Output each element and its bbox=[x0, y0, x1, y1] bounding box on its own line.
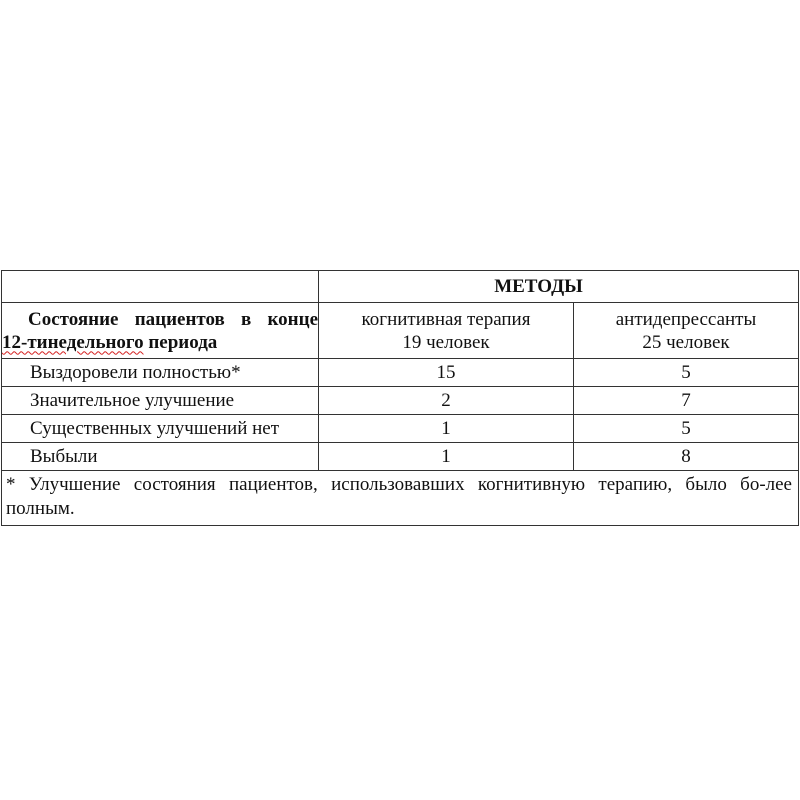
state-label-wavy-word: 12-тинедельного bbox=[2, 331, 144, 353]
cell-antidepressants: 7 bbox=[574, 387, 799, 415]
column-name: когнитивная терапия bbox=[361, 308, 531, 330]
cell-antidepressants: 5 bbox=[574, 415, 799, 443]
header-empty-cell bbox=[2, 271, 319, 303]
header-row-columns bbox=[2, 303, 799, 359]
column-header-cognitive bbox=[319, 303, 574, 359]
results-table bbox=[1, 270, 799, 526]
row-label: Выбыли bbox=[2, 443, 319, 471]
table-row bbox=[2, 415, 799, 443]
column-count: 19 человек bbox=[402, 331, 490, 353]
header-row-methods bbox=[2, 271, 799, 303]
footnote: * Улучшение состояния пациентов, использовавших когнитивную терапию, было бо-лее полным. bbox=[2, 471, 799, 526]
row-label: Существенных улучшений нет bbox=[2, 415, 319, 443]
row-label: Выздоровели полностью* bbox=[2, 359, 319, 387]
cell-cognitive: 1 bbox=[319, 443, 574, 471]
row-label: Значительное улучшение bbox=[2, 387, 319, 415]
table-row bbox=[2, 443, 799, 471]
column-header-antidepressants bbox=[574, 303, 799, 359]
table-row bbox=[2, 359, 799, 387]
methods-title: МЕТОДЫ bbox=[319, 271, 799, 303]
column-count: 25 человек bbox=[642, 331, 730, 353]
results-table-container bbox=[1, 270, 798, 526]
state-label-header bbox=[2, 303, 319, 359]
state-label-line2 bbox=[2, 331, 318, 354]
column-name: антидепрессанты bbox=[615, 308, 757, 330]
cell-cognitive: 1 bbox=[319, 415, 574, 443]
footnote-row bbox=[2, 471, 799, 526]
cell-antidepressants: 5 bbox=[574, 359, 799, 387]
state-label-rest: периода bbox=[143, 331, 218, 353]
cell-antidepressants: 8 bbox=[574, 443, 799, 471]
table-row bbox=[2, 387, 799, 415]
state-label-line1: Состояние пациентов в конце bbox=[28, 308, 318, 330]
cell-cognitive: 2 bbox=[319, 387, 574, 415]
cell-cognitive: 15 bbox=[319, 359, 574, 387]
